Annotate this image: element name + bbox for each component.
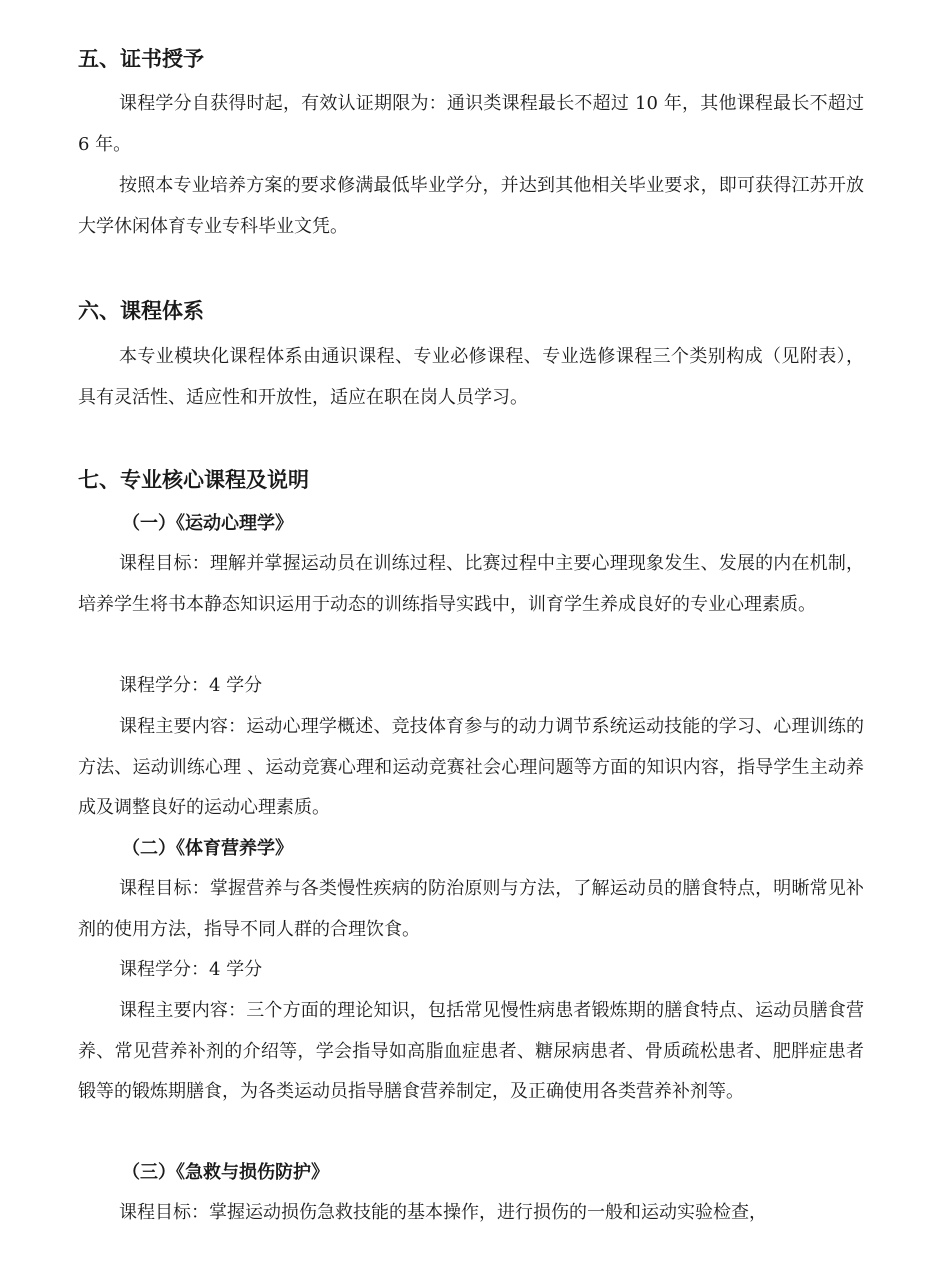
course-3-goal: 课程目标：掌握运动损伤急救技能的基本操作，进行损伤的一般和运动实验检查， <box>119 1202 767 1223</box>
course-2-goal: 课程目标：掌握营养与各类慢性疾病的防治原则与方法，了解运动员的膳食特点，明晰常见补剂的使用方法，指导不同人群的合理饮食。 <box>78 878 864 940</box>
course-2-content: 课程主要内容：三个方面的理论知识，包括常见慢性病患者锻炼期的膳食特点、运动员膳食营养、常见营养补剂的介绍等，学会指导如高脂血症患者、糖尿病患者、骨质疏松患者、肥胖症患者锻等的锻炼期膳食，为各类运动员指导膳食营养制定，及正确使用各类营养补剂等。 <box>78 1000 864 1102</box>
section-6-heading: 六、课程体系 <box>78 299 204 323</box>
course-1-goal: 课程目标：理解并掌握运动员在训练过程、比赛过程中主要心理现象发生、发展的内在机制，培养学生将书本静态知识运用于动态的训练指导实践中，训育学生养成良好的专业心理素质。 <box>78 553 864 615</box>
section-5-heading: 五、证书授予 <box>78 47 204 71</box>
course-1-content: 课程主要内容：运动心理学概述、竞技体育参与的动力调节系统运动技能的学习、心理训练的方法、运动训练心理 、运动竞赛心理和运动竞赛社会心理问题等方面的知识内容，指导学生主动养成及调整良好的运动心理素质。 <box>78 716 864 818</box>
course-1-title: （一）《运动心理学》 <box>122 513 293 534</box>
course-2-credit: 课程学分：4 学分 <box>119 959 263 980</box>
course-2-title: （二）《体育营养学》 <box>122 838 293 859</box>
section-5-paragraph-1: 课程学分自获得时起，有效认证期限为：通识类课程最长不超过 10 年，其他课程最长不超过 6 年。 <box>78 93 864 155</box>
section-6-paragraph-1: 本专业模块化课程体系由通识课程、专业必修课程、专业选修课程三个类别构成（见附表），具有灵活性、适应性和开放性，适应在职在岗人员学习。 <box>78 346 864 408</box>
section-5-paragraph-2: 按照本专业培养方案的要求修满最低毕业学分，并达到其他相关毕业要求，即可获得江苏开放大学休闲体育专业专科毕业文凭。 <box>78 175 864 237</box>
course-3-title: （三）《急救与损伤防护》 <box>122 1162 329 1183</box>
section-7-heading: 七、专业核心课程及说明 <box>78 468 309 492</box>
course-1-credit: 课程学分：4 学分 <box>119 675 263 696</box>
